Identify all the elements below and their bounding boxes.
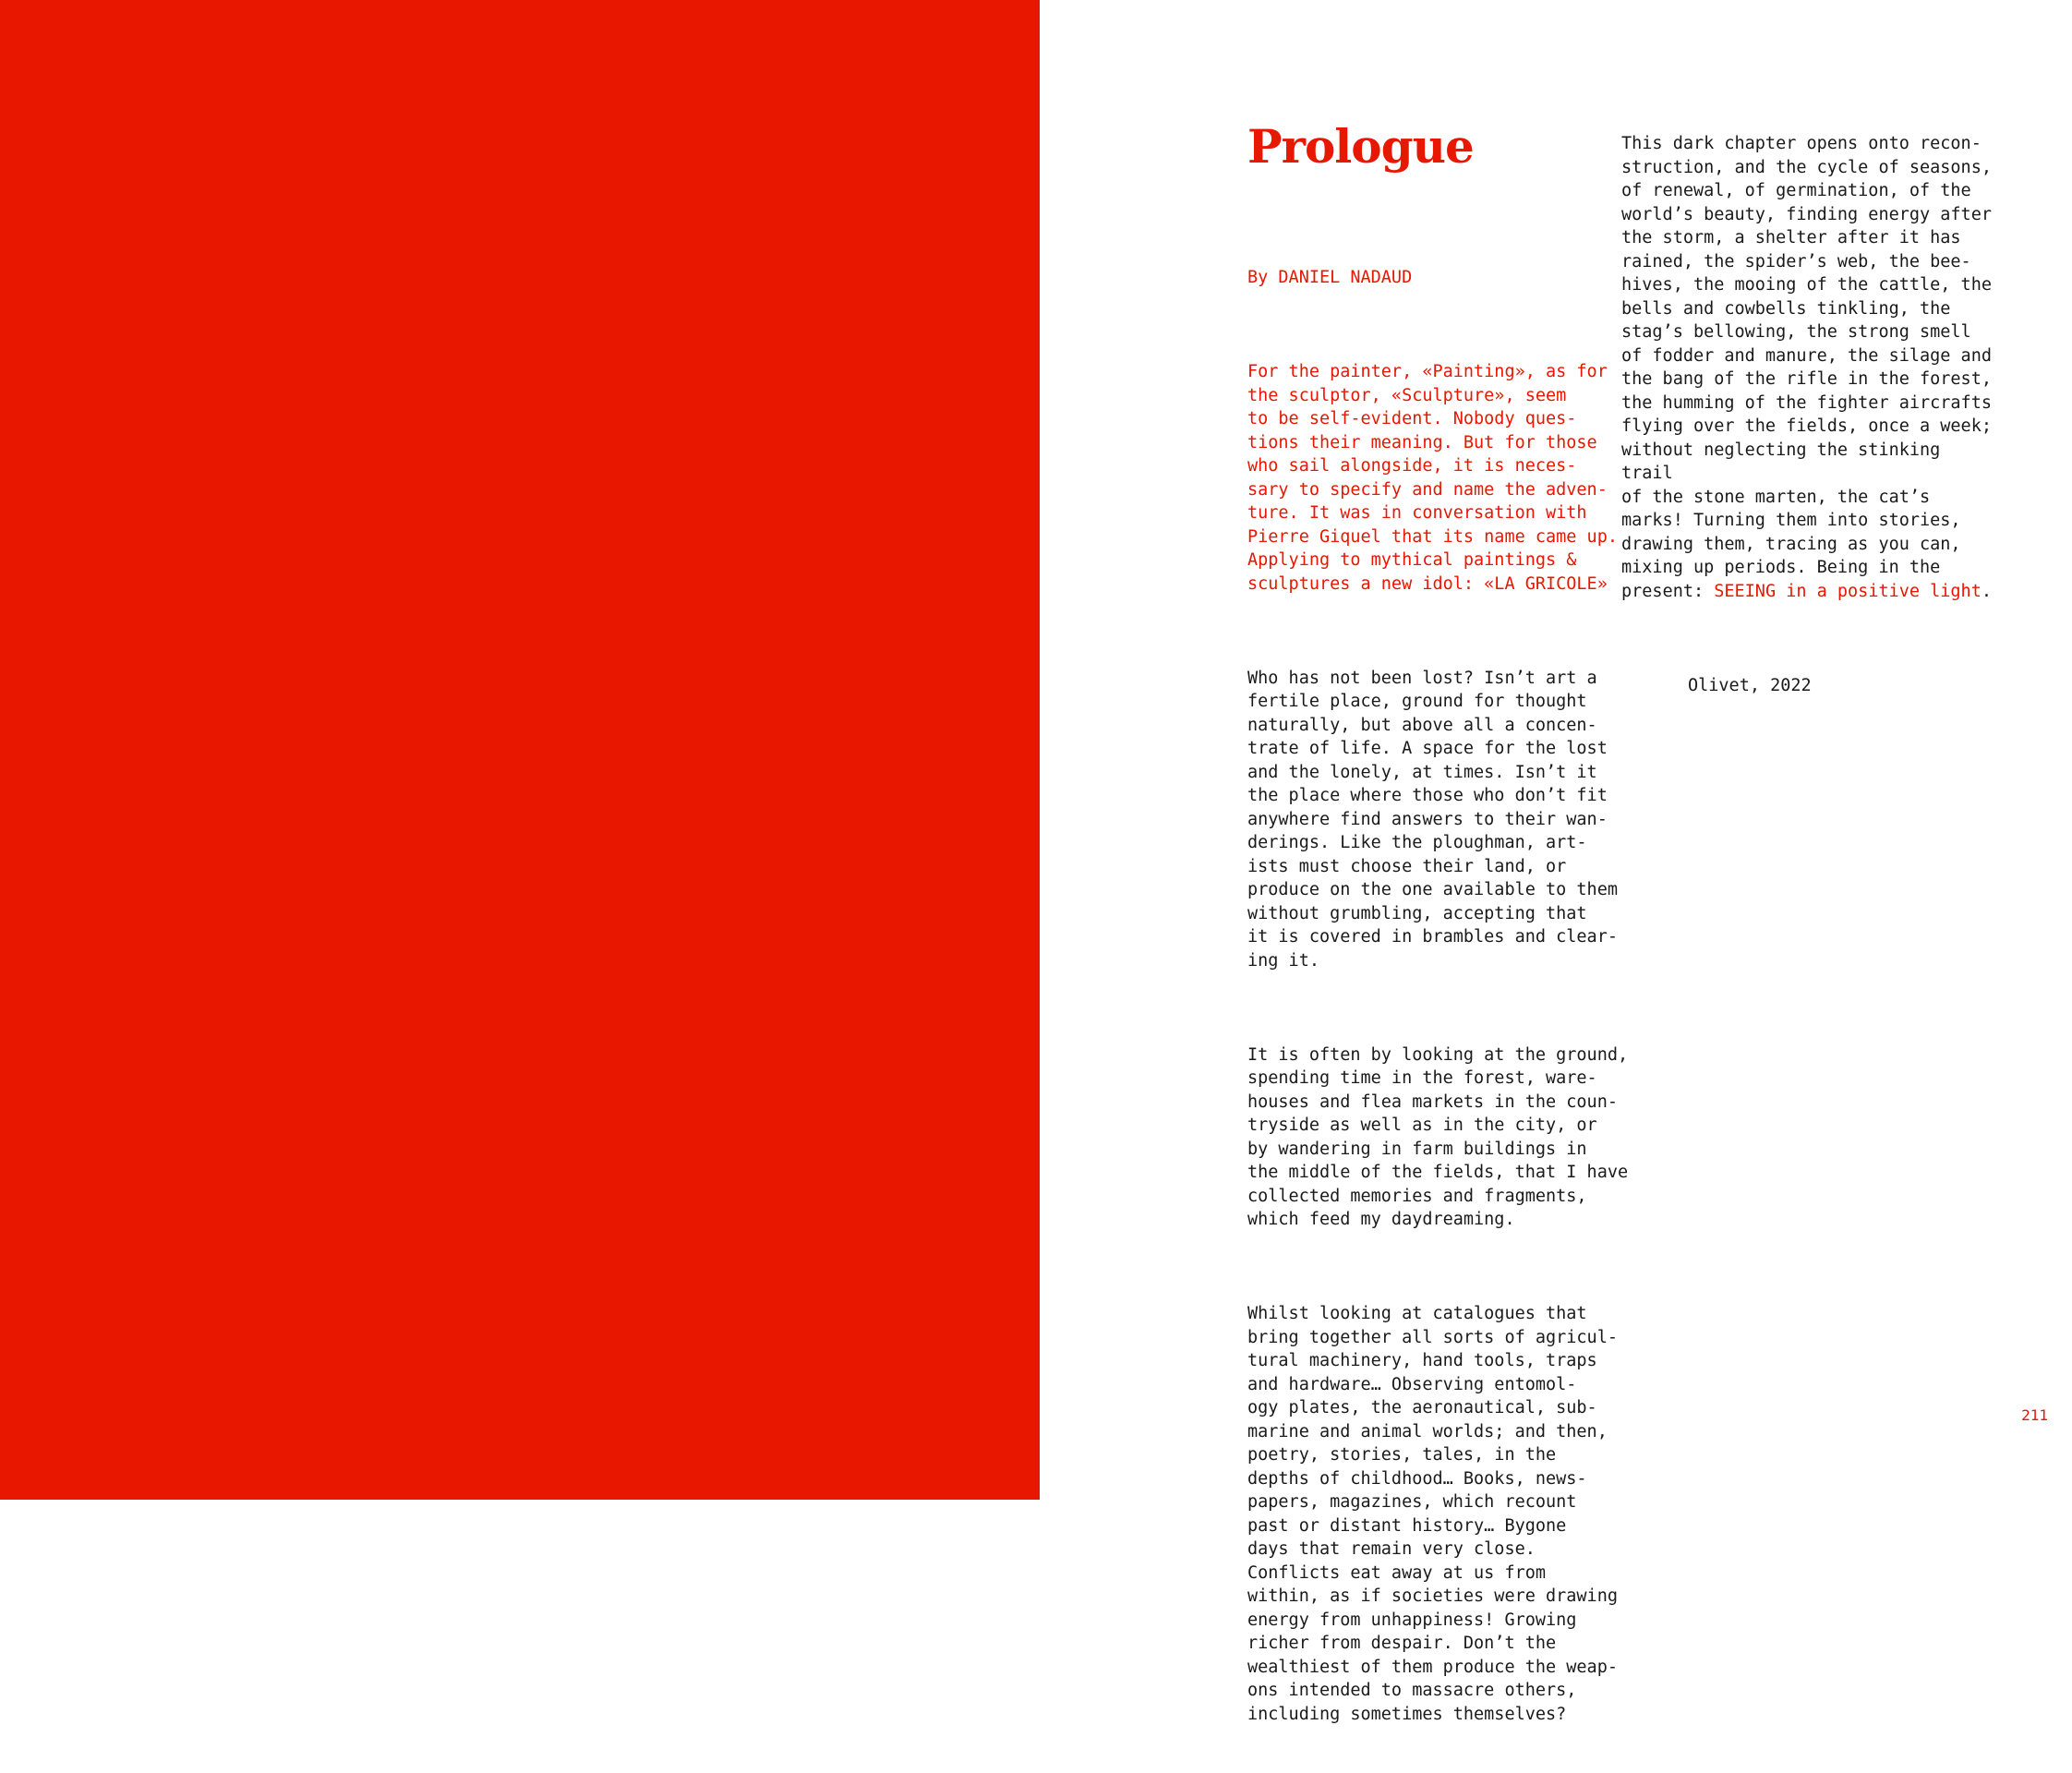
red-color-panel <box>0 0 1040 1500</box>
right-column <box>1621 85 1991 744</box>
body-paragraph: It is often by looking at the ground, spending time in the forest, ware- houses and flea markets in the coun- tryside as well as in the city, or by wandering in farm buildings in the middle of the fields, that I have collected memories and fragments, which feed my daydreaming. <box>1247 1044 1629 1229</box>
intro-paragraph: For the painter, «Painting», as for the sculptor, «Sculpture», seem to be self-evident. Nobody ques- tions their meaning. But for those who sail alongside, it is neces- sary to specify and name the adven- ture. It was in conversation with Pierre Giquel that its name came up. Applying to mythical paintings & sculptures a new idol: «LA GRICOLE» <box>1247 362 1618 594</box>
closing-text: This dark chapter opens onto recon- struction, and the cycle of seasons, of renewal, of germination, of the world’s beauty, finding energy after the storm, a shelter after it has rained, the spider’s web, the bee- hives, the mooing of the cattle, the bells and cowbells tinkling, the stag’s bellowing, the strong smell of fodder and manure, the silage and the bang of the rifle in the forest, the humming of the fighter aircrafts flying over the fields, once a week; without neglecting the stinking trail of the stone marten, the cat’s marks! Turning them into stories, drawing them, tracing as you can, mixing up periods. Being in the present: <box>1621 134 1992 601</box>
body-paragraph: Whilst looking at catalogues that bring together all sorts of agricul- tural machinery, hand tools, traps and hardware… Observing entomol- ogy plates, the aeronautical, sub- marine and animal worlds; and then, poetry, stories, tales, in the depths of childhood… Books, news- papers, magazines, which recount past or distant history… Bygone days that remain very close. Conflicts eat away at us from within, as if societies were drawing energy from unhappiness! Growing richer from despair. Don’t the wealthiest of them produce the weap- ons intended to massacre others, including sometimes themselves? <box>1247 1304 1618 1724</box>
place-date-signature: Olivet, 2022 <box>1688 675 1812 695</box>
byline: By DANIEL NADAUD <box>1247 268 1413 287</box>
page-title: Prologue <box>1247 119 1474 174</box>
highlight-phrase: SEEING in a positive light <box>1714 581 1982 601</box>
left-column <box>1247 72 1629 1773</box>
closing-paragraph <box>1621 132 1991 603</box>
body-paragraph: Who has not been lost? Isn’t art a fertile place, ground for thought naturally, but above all a concen- trate of life. A space for the lost and the lonely, at times. Isn’t it the place where those who don’t fit anywhere find answers to their wan- derings. Like the ploughman, art- ists must choose their land, or produce on the one available to them without grumbling, accepting that it is covered in brambles and clear- ing it. <box>1247 668 1618 971</box>
page-number: 211 <box>2021 1406 2048 1424</box>
text-page <box>1040 0 2072 1724</box>
closing-end: . <box>1981 581 1992 601</box>
